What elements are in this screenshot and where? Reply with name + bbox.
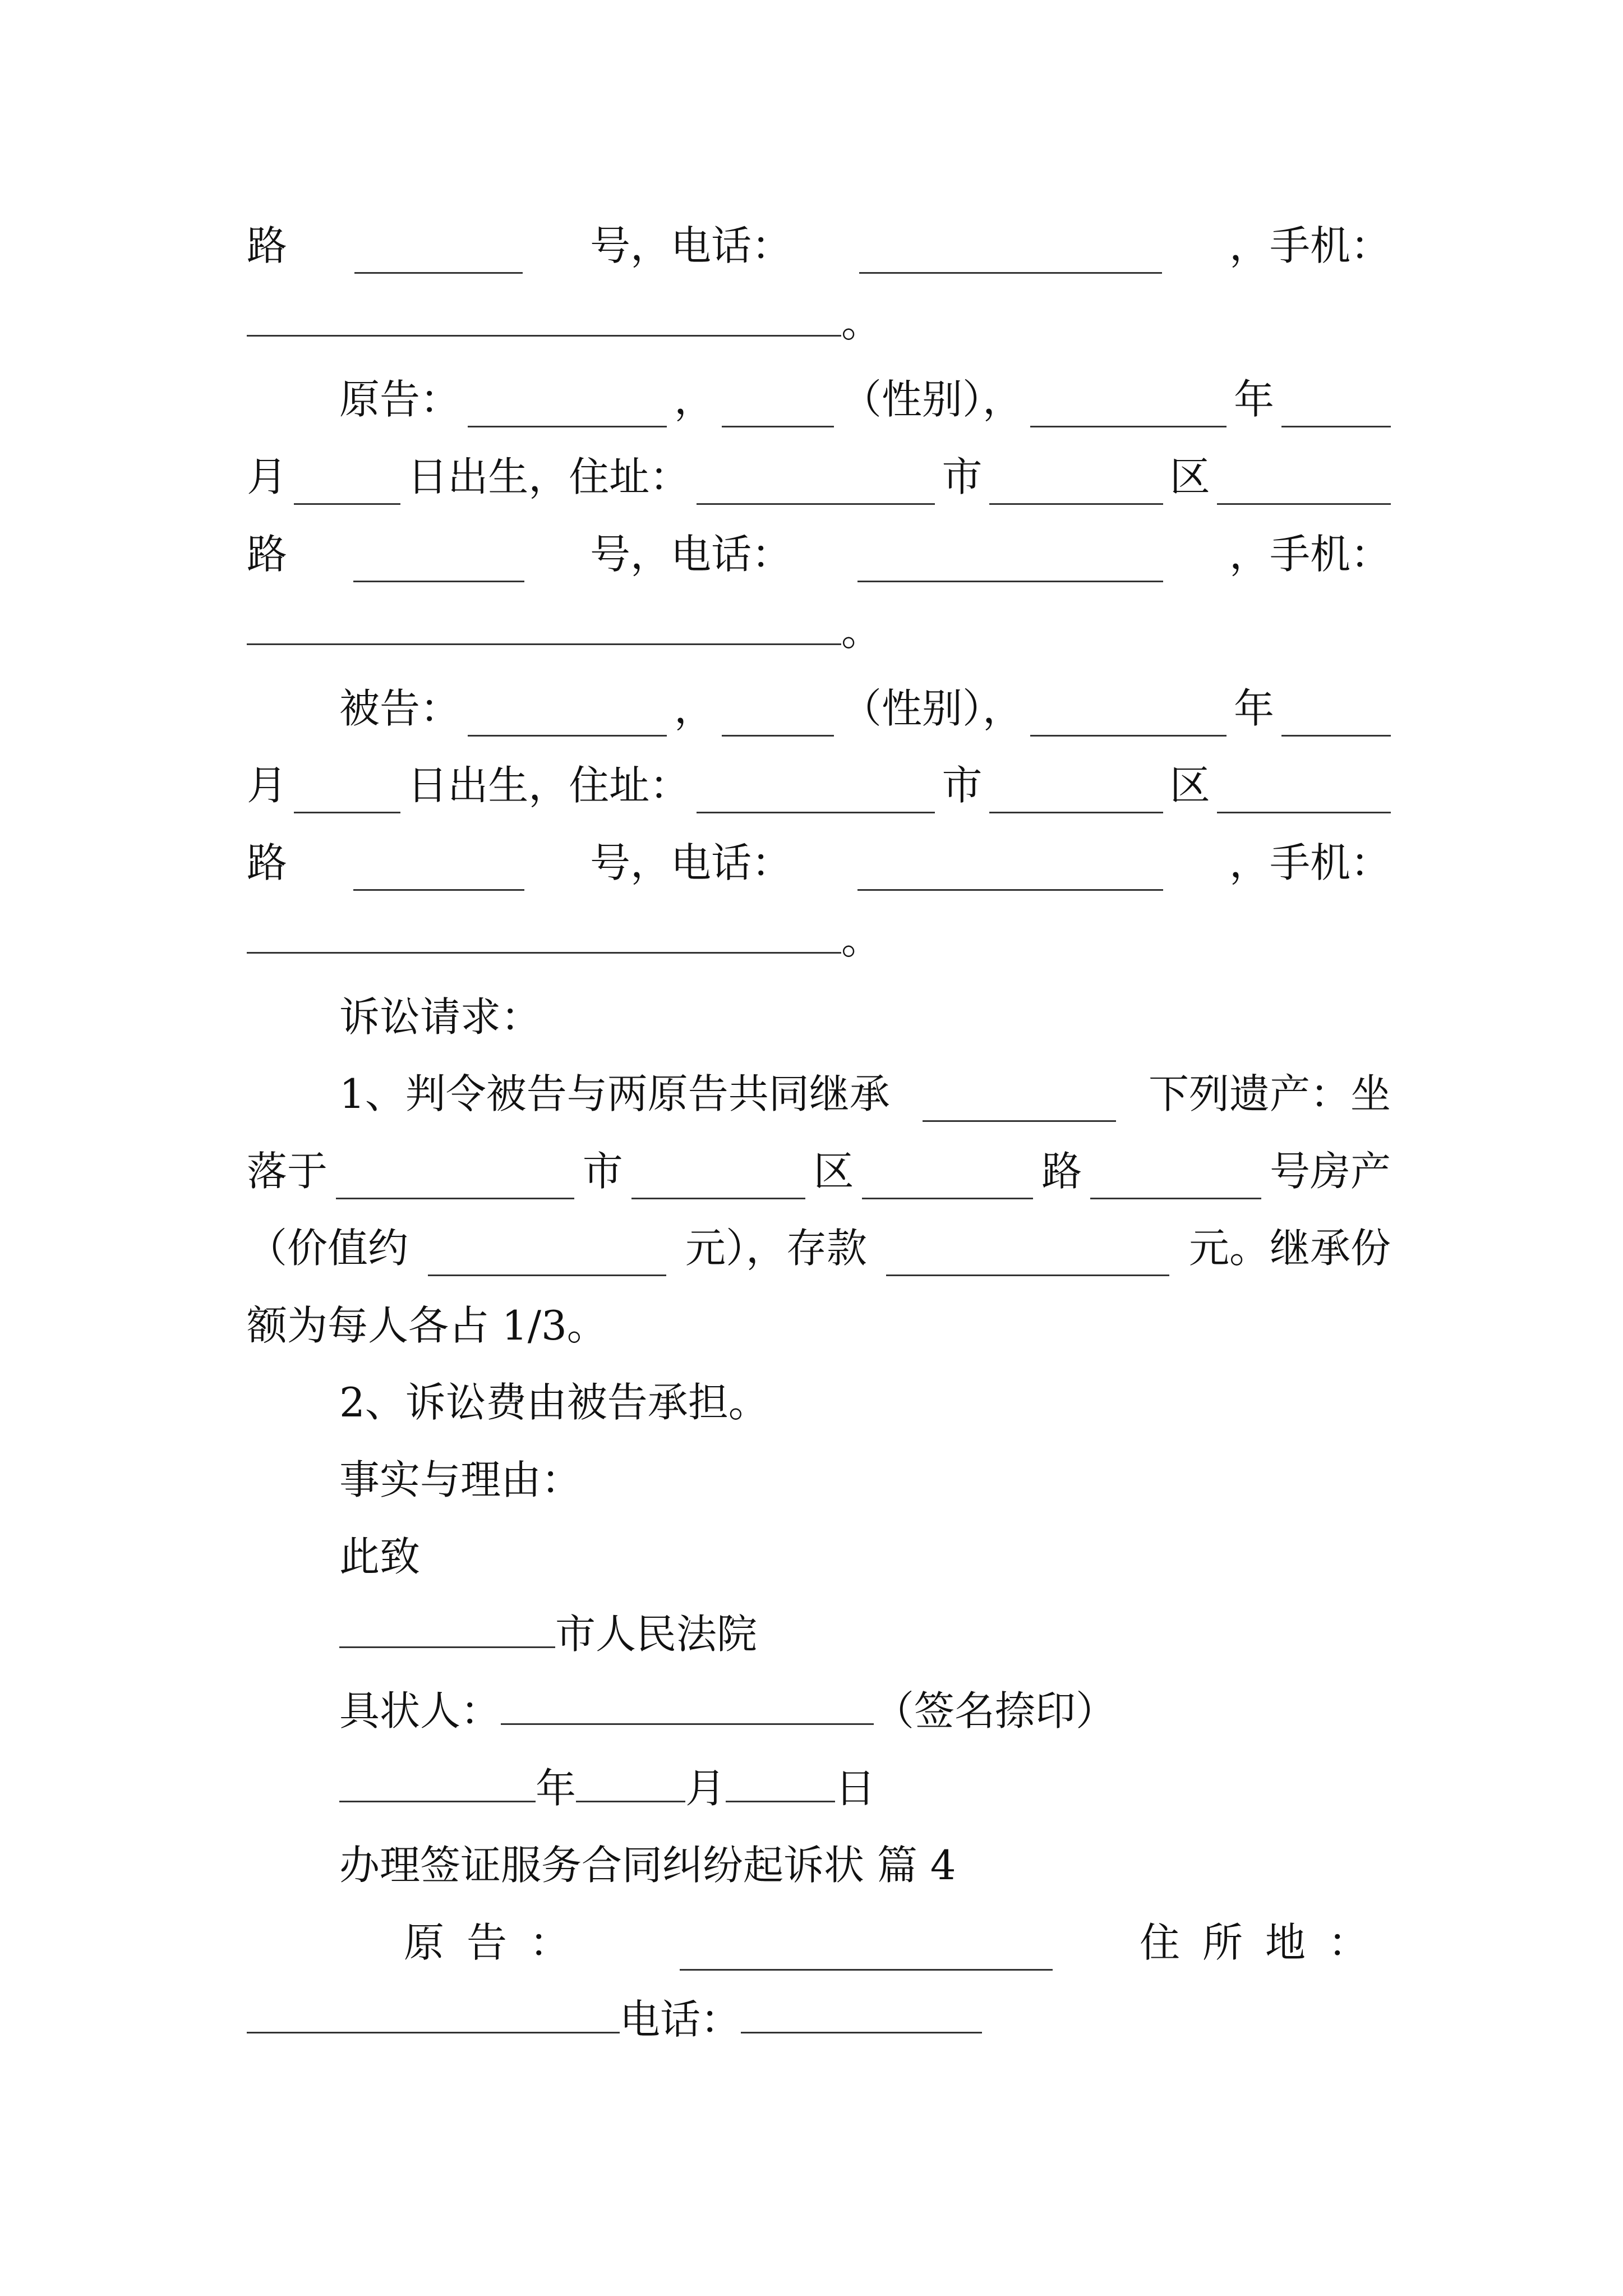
claim-1-line-3: （价值约 元），存款 元。继承份 (247, 1220, 1391, 1276)
signer-line: 具状人： （签名捺印） (339, 1687, 1117, 1734)
claim-1-line-1: 1、判令被告与两原告共同继承 下列遗产：坐 (339, 1066, 1391, 1122)
defendant-mobile-field[interactable] (247, 915, 841, 954)
defendant-line-4: 。 (247, 912, 1391, 968)
property-number-field[interactable] (1090, 1161, 1261, 1199)
defendant-road-field[interactable] (1217, 775, 1391, 813)
plaintiff-city-field[interactable] (697, 466, 935, 505)
court-line: 市人民法院 (339, 1606, 1391, 1662)
defendant-line-1: 被告： ， （性别）， 年 (339, 680, 1391, 737)
plaintiff-line-3: 路 号，电话： ，手机： (247, 526, 1391, 582)
new-plaintiff-line (404, 1915, 1391, 1971)
text-mobile-label: ，手机： (1229, 222, 1391, 269)
new-plaintiff-label: 原告： (404, 1919, 593, 1966)
claims-heading: 诉讼请求： (339, 993, 542, 1041)
defendant-year-field[interactable] (1030, 698, 1227, 737)
property-district-field[interactable] (631, 1161, 805, 1199)
sign-month-field[interactable] (576, 1764, 685, 1802)
defendant-day-field[interactable] (294, 775, 400, 813)
plaintiff-day-field[interactable] (294, 466, 400, 505)
plaintiff-year-field[interactable] (1030, 389, 1227, 427)
defendant-month-field[interactable] (1281, 698, 1391, 737)
defendant-line-3: 路 号，电话： ，手机： (247, 835, 1391, 891)
text-road: 路 (247, 222, 288, 269)
claim-1-line-4: 额为每人各占 1/3。 (247, 1302, 607, 1349)
plaintiff-road-field[interactable] (1217, 466, 1391, 505)
sign-year-field[interactable] (339, 1764, 536, 1802)
plaintiff-line-2: 月 日出生，住址： 市 区 (247, 449, 1391, 505)
residence-label: 住所地： (1139, 1919, 1391, 1966)
plaintiff-name-field[interactable] (468, 389, 667, 427)
new-plaintiff-field[interactable] (680, 1932, 1053, 1971)
facts-heading: 事实与理由： (339, 1456, 582, 1503)
defendant-label: 被告： (339, 685, 461, 732)
plaintiff-label: 原告： (339, 376, 461, 423)
court-city-field[interactable] (339, 1609, 555, 1648)
plaintiff-district-field[interactable] (989, 466, 1163, 505)
address-line-1 (247, 218, 1391, 274)
property-city-field[interactable] (336, 1161, 574, 1199)
phone-field[interactable] (859, 235, 1162, 274)
property-value-field[interactable] (428, 1237, 666, 1276)
defendant-city-field[interactable] (697, 775, 935, 813)
plaintiff-number-field[interactable] (353, 544, 524, 582)
defendant-phone-field[interactable] (857, 852, 1163, 891)
signer-field[interactable] (501, 1686, 874, 1725)
claim-1-line-2: 落于 市 区 路 号房产 (247, 1143, 1391, 1199)
road-field[interactable] (354, 235, 523, 274)
plaintiff-line-1: 原告： ， （性别）， 年 (339, 371, 1391, 427)
claim-2: 2、诉讼费由被告承担。 (339, 1379, 769, 1426)
date-line: 年 月 日 (339, 1760, 1391, 1816)
mobile-field[interactable] (247, 298, 841, 337)
mobile-line-1: 。 (247, 295, 1391, 351)
property-road-field[interactable] (862, 1161, 1033, 1199)
text-phone-label: 号，电话： (589, 222, 792, 269)
sign-day-field[interactable] (726, 1764, 835, 1802)
plaintiff-gender-field[interactable] (722, 389, 834, 427)
plaintiff-mobile-field[interactable] (247, 606, 841, 645)
section-title-4: 办理签证服务合同纠纷起诉状 篇 4 (339, 1842, 956, 1889)
new-phone-field[interactable] (741, 1995, 982, 2033)
defendant-gender-field[interactable] (722, 698, 834, 737)
defendant-name-field[interactable] (468, 698, 667, 737)
inherit-field[interactable] (923, 1083, 1116, 1122)
defendant-number-field[interactable] (353, 852, 524, 891)
new-plaintiff-line-2: 电话： (247, 1991, 1391, 2047)
plaintiff-phone-field[interactable] (857, 544, 1163, 582)
deposit-field[interactable] (886, 1237, 1169, 1276)
greeting: 此致 (339, 1533, 421, 1580)
defendant-district-field[interactable] (989, 775, 1163, 813)
defendant-line-2: 月 日出生，住址： 市 区 (247, 757, 1391, 813)
plaintiff-month-field[interactable] (1281, 389, 1391, 427)
plaintiff-line-4: 。 (247, 603, 1391, 659)
residence-field[interactable] (247, 1995, 620, 2033)
